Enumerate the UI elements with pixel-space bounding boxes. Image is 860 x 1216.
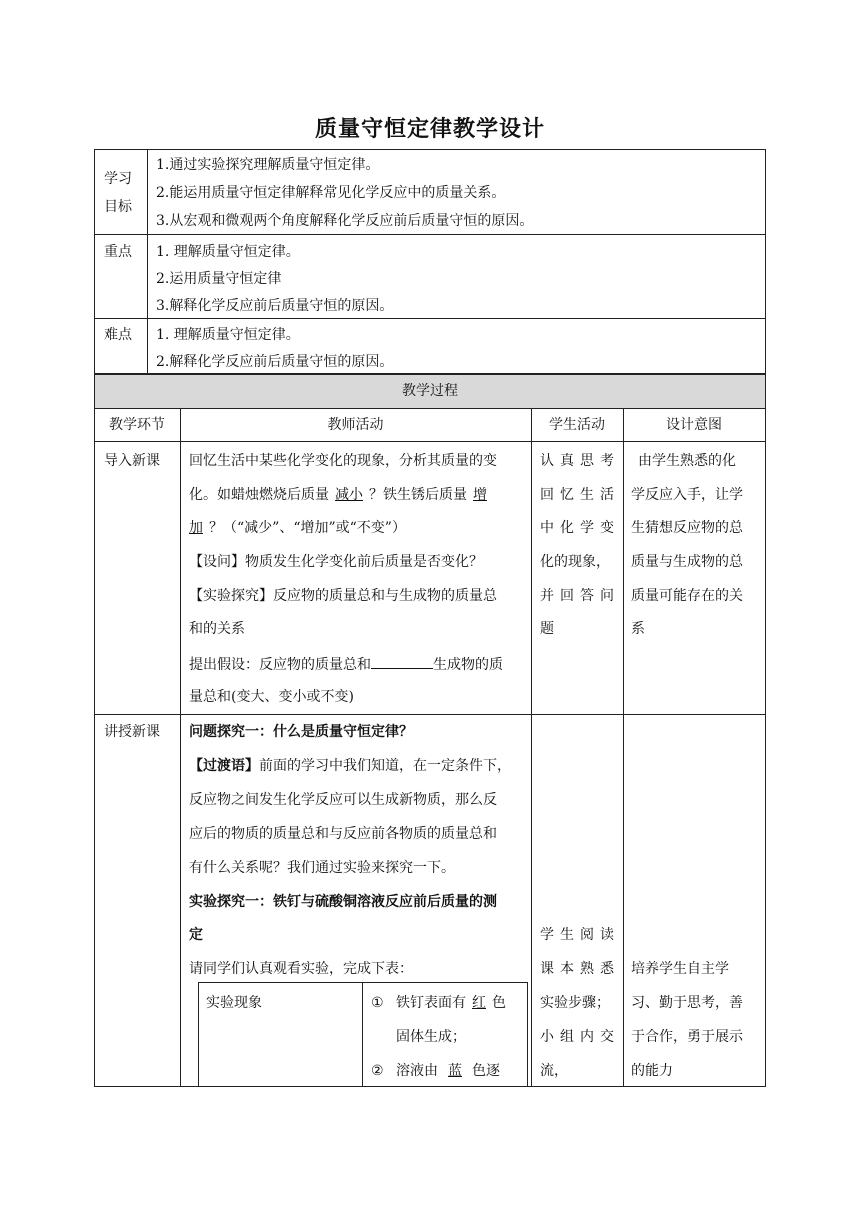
- intent-line: 的能力: [631, 1063, 673, 1079]
- teacher-line: 加 ？（“减少”、“增加”或“不变”）: [189, 520, 406, 536]
- teacher-line: 【过渡语】前面的学习中我们知道，在一定条件下，: [189, 758, 511, 774]
- answer-red: 红: [472, 995, 486, 1011]
- student-line: 认真思考: [540, 453, 614, 469]
- observation-number: ②: [371, 1063, 384, 1079]
- observation-label: 实验现象: [206, 995, 262, 1011]
- difficulty-item: 1. 理解质量守恒定律。: [156, 327, 300, 343]
- student-line: 回忆生活: [540, 487, 614, 503]
- teacher-line: 回忆生活中某些化学变化的现象，分析其质量的变: [189, 453, 497, 469]
- student-line: 题: [540, 621, 554, 637]
- key-points-label: 重点: [104, 244, 132, 260]
- experiment-heading: 实验探究一：铁钉与硫酸铜溶液反应前后质量的测: [189, 894, 497, 910]
- teacher-line: 和的关系: [189, 621, 245, 637]
- key-point-item: 3.解释化学反应前后质量守恒的原因。: [156, 298, 394, 314]
- teacher-line: 提出假设：反应物的质量总和 生成物的质: [189, 654, 503, 674]
- observation-line: 溶液由 蓝 色逐: [396, 1063, 500, 1079]
- teacher-line: 量总和(变大、变小或不变): [189, 689, 354, 705]
- objective-item: 3.从宏观和微观两个角度解释化学反应前后质量守恒的原因。: [156, 213, 534, 229]
- student-line: 流，: [540, 1063, 568, 1079]
- teacher-line: 应后的物质的质量总和与反应前各物质的质量总和: [189, 826, 497, 842]
- student-line: 实验步骤；: [540, 995, 610, 1011]
- answer-decrease: 减小: [335, 487, 363, 503]
- student-line: 并回答问: [540, 588, 614, 604]
- objective-item: 2.能运用质量守恒定律解释常见化学反应中的质量关系。: [156, 185, 506, 201]
- difficulty-item: 2.解释化学反应前后质量守恒的原因。: [156, 354, 394, 370]
- key-point-item: 1. 理解质量守恒定律。: [156, 244, 300, 260]
- observation-number: ①: [371, 995, 384, 1011]
- teacher-line: 请同学们认真观看实验，完成下表：: [189, 961, 413, 977]
- question-heading: 问题探究一：什么是质量守恒定律？: [189, 724, 413, 740]
- intent-line: 培养学生自主学: [631, 961, 729, 977]
- teacher-line: 反应物之间发生化学反应可以生成新物质，那么反: [189, 792, 497, 808]
- teacher-line: 有什么关系呢？我们通过实验来探究一下。: [189, 860, 455, 876]
- intent-line: 于合作，勇于展示: [631, 1029, 743, 1045]
- answer-increase-part1: 增: [473, 487, 487, 503]
- document-title: 质量守恒定律教学设计: [314, 116, 545, 142]
- intent-line: 质量与生成物的总: [631, 554, 743, 570]
- objectives-label-line2: 目标: [104, 199, 132, 215]
- student-line: 化的现象，: [540, 554, 610, 570]
- teacher-line: 化。如蜡烛燃烧后质量 减小 ？铁生锈后质量 增: [189, 487, 487, 503]
- answer-blue: 蓝: [448, 1063, 462, 1079]
- intent-line: 习、勤于思考，善: [631, 995, 743, 1011]
- student-line: 课本熟悉: [540, 961, 614, 977]
- intent-line: 质量可能存在的关: [631, 588, 743, 604]
- column-header-intent: 设计意图: [666, 417, 722, 433]
- stage-intro: 导入新课: [104, 453, 160, 469]
- answer-increase-part2: 加: [189, 520, 203, 536]
- teacher-line: 【设问】物质发生化学变化前后质量是否变化？: [189, 554, 483, 570]
- intent-line: 系: [631, 621, 645, 637]
- difficulties-label: 难点: [104, 327, 132, 343]
- objective-item: 1.通过实验探究理解质量守恒定律。: [156, 157, 380, 173]
- student-line: 中化学变: [540, 520, 614, 536]
- blank-line: [371, 654, 433, 669]
- column-header-stage: 教学环节: [109, 417, 165, 433]
- student-line: 小组内交: [540, 1029, 614, 1045]
- student-line: 学生阅读: [540, 927, 614, 943]
- observation-line: 铁钉表面有 红 色: [396, 995, 506, 1011]
- teacher-line: 【实验探究】反应物的质量总和与生成物的质量总: [189, 588, 497, 604]
- process-header: 教学过程: [402, 383, 458, 399]
- key-point-item: 2.运用质量守恒定律: [156, 271, 282, 287]
- stage-lecture: 讲授新课: [104, 724, 160, 740]
- column-header-teacher: 教师活动: [327, 417, 384, 433]
- objectives-label-line1: 学习: [104, 171, 132, 187]
- intent-line: 学反应入手，让学: [631, 487, 743, 503]
- column-header-student: 学生活动: [549, 417, 605, 433]
- intent-line: 由学生熟悉的化: [638, 453, 736, 469]
- intent-line: 生猜想反应物的总: [631, 520, 743, 536]
- experiment-heading-cont: 定: [189, 927, 203, 943]
- observation-line: 固体生成；: [396, 1029, 466, 1045]
